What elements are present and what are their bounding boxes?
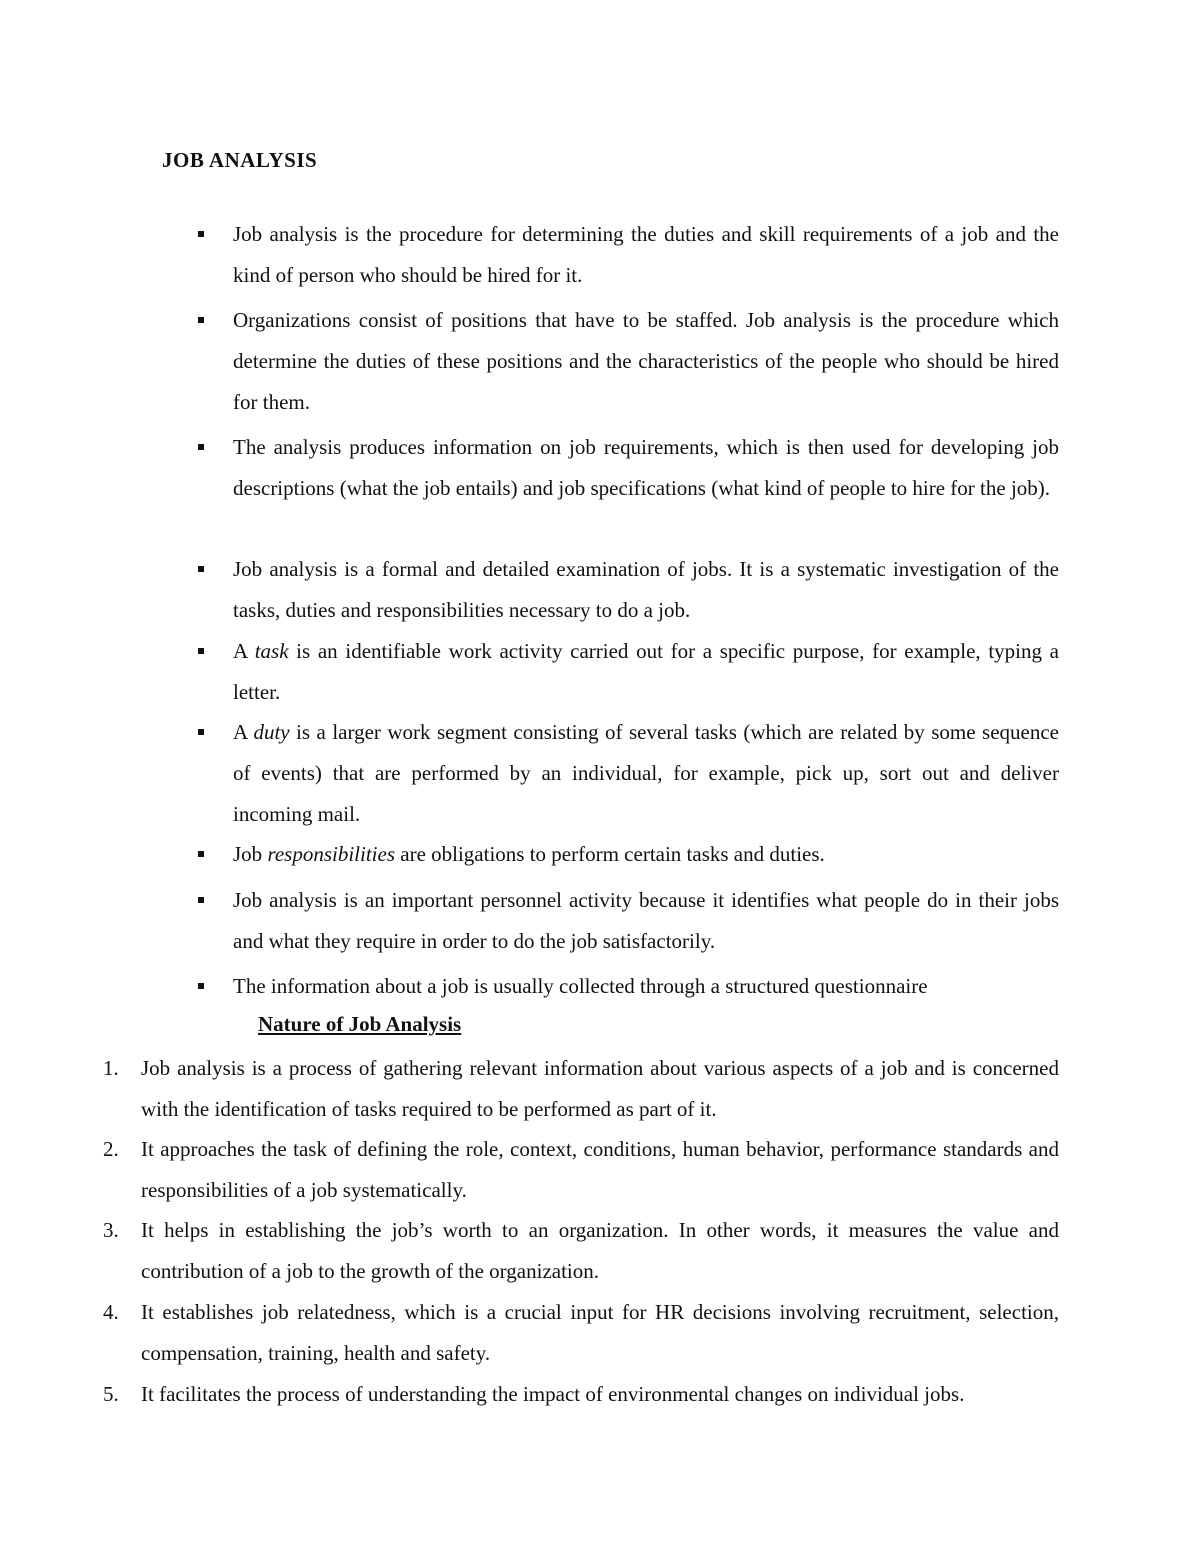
bullet-text: Job analysis is a formal and detailed examination of jobs. It is a systematic investigation of the tasks, duties and responsibilities necessary to do a job. xyxy=(233,557,1059,622)
square-bullet-icon xyxy=(198,834,204,875)
numbered-item xyxy=(103,1292,1059,1374)
item-text: It facilitates the process of understanding the impact of environmental changes on individual jobs. xyxy=(141,1382,965,1406)
term-task: task xyxy=(254,639,289,663)
item-number: 1. xyxy=(103,1056,119,1080)
bullet-text: The information about a job is usually collected through a structured questionnaire xyxy=(233,974,928,998)
term-responsibilities: responsibilities xyxy=(267,842,395,866)
item-text: It establishes job relatedness, which is a crucial input for HR decisions involving recruitment, selection, compensation, training, health and safety. xyxy=(141,1300,1059,1365)
bullet-item xyxy=(233,631,1059,713)
item-text: It helps in establishing the job’s worth to an organization. In other words, it measures the value and contribution of a job to the growth of the organization. xyxy=(141,1218,1059,1283)
bullet-text: Job analysis is the procedure for determining the duties and skill requirements of a job and the kind of person who should be hired for it. xyxy=(233,222,1059,287)
item-number: 4. xyxy=(103,1300,119,1324)
square-bullet-icon xyxy=(198,880,204,921)
bullet-text-pre: A xyxy=(233,639,255,663)
item-number: 2. xyxy=(103,1137,119,1161)
numbered-item xyxy=(103,1374,1059,1415)
square-bullet-icon xyxy=(198,712,204,753)
bullet-text-post: are obligations to perform certain tasks and duties. xyxy=(395,842,825,866)
document-title: JOB ANALYSIS xyxy=(162,148,318,172)
bullet-text: The analysis produces information on job requirements, which is then used for developing job descriptions (what the job entails) and job specifications (what kind of people to hire for the job). xyxy=(233,435,1059,500)
bullet-item xyxy=(233,834,1059,875)
bullet-text: Organizations consist of positions that have to be staffed. Job analysis is the procedure which determine the duties of these positions and the characteristics of the people who should be hired for them. xyxy=(233,308,1059,414)
square-bullet-icon xyxy=(198,427,204,468)
bullet-item xyxy=(233,300,1059,423)
square-bullet-icon xyxy=(198,300,204,341)
bullet-item xyxy=(233,549,1059,631)
item-text: Job analysis is a process of gathering relevant information about various aspects of a job and is concerned with the identification of tasks required to be performed as part of it. xyxy=(141,1056,1059,1121)
square-bullet-icon xyxy=(198,966,204,1007)
section-heading: Nature of Job Analysis xyxy=(258,1012,462,1036)
bullet-item xyxy=(233,712,1059,835)
item-text: It approaches the task of defining the role, context, conditions, human behavior, performance standards and responsibilities of a job systematically. xyxy=(141,1137,1059,1202)
bullet-text-post: is a larger work segment consisting of several tasks (which are related by some sequence of events) that are performed by an individual, for example, pick up, sort out and deliver incoming mail. xyxy=(233,720,1059,826)
square-bullet-icon xyxy=(198,549,204,590)
item-number: 5. xyxy=(103,1382,119,1406)
bullet-item xyxy=(233,427,1059,509)
bullet-item xyxy=(233,966,1059,1007)
bullet-text-pre: A xyxy=(233,720,254,744)
numbered-item xyxy=(103,1129,1059,1211)
bullet-item xyxy=(233,214,1059,296)
square-bullet-icon xyxy=(198,214,204,255)
bullet-item xyxy=(233,880,1059,962)
numbered-item xyxy=(103,1210,1059,1292)
square-bullet-icon xyxy=(198,631,204,672)
numbered-item xyxy=(103,1048,1059,1130)
bullet-text-post: is an identifiable work activity carried out for a specific purpose, for example, typing a letter. xyxy=(233,639,1059,704)
term-duty: duty xyxy=(253,720,290,744)
item-number: 3. xyxy=(103,1218,119,1242)
bullet-text-pre: Job xyxy=(233,842,268,866)
bullet-text: Job analysis is an important personnel activity because it identifies what people do in their jobs and what they require in order to do the job satisfactorily. xyxy=(233,888,1059,953)
